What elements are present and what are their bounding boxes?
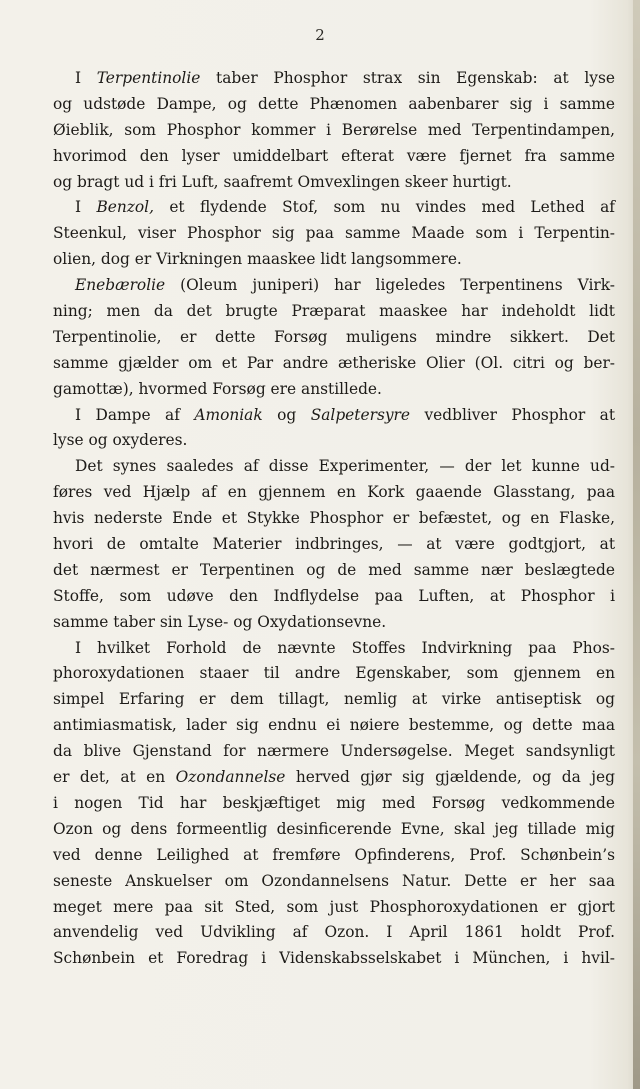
text-line (53, 610, 615, 636)
text-run: Steenkul, viser Phosphor sig paa samme Maade som i Terpentin- (53, 224, 615, 243)
text-line (53, 144, 615, 170)
italic-term: Enebærolie (75, 276, 166, 295)
text-run: anvendelig ved Udvikling af Ozon. I April 1861 holdt Prof. (53, 923, 615, 942)
text-line (53, 506, 615, 532)
text-line (53, 118, 615, 144)
text-line (53, 66, 615, 92)
text-run: antimiasmatisk, lader sig endnu ei nøiere bestemme, og dette maa (53, 716, 615, 735)
text-line (53, 636, 615, 662)
text-run: det nærmest er Terpentinen og de med samme nær beslægtede (53, 560, 615, 579)
text-run: føres ved Hjælp af en gjennem en Kork gaaende Glasstang, paa (53, 483, 615, 502)
text-run: et flydende Stof, som nu vindes med Lethed af (153, 198, 615, 217)
text-line (53, 377, 615, 403)
text-line (53, 351, 615, 377)
text-line (53, 817, 615, 843)
text-line (53, 584, 615, 610)
italic-term: Ozondannelse (175, 768, 286, 787)
text-line (53, 454, 615, 480)
text-line (53, 946, 615, 972)
text-line (53, 273, 615, 299)
text-line (53, 843, 615, 869)
text-line (53, 869, 615, 895)
text-run: gamottæ), hvormed Forsøg ere anstillede. (53, 379, 382, 398)
italic-term: Amoniak (194, 405, 263, 424)
text-line (53, 532, 615, 558)
text-run: vedbliver Phosphor at (410, 405, 616, 424)
text-line (53, 299, 615, 325)
italic-term: Salpetersyre (310, 405, 410, 424)
text-run: I (75, 69, 97, 87)
text-line (53, 558, 615, 584)
text-line (53, 92, 615, 118)
text-run: hvis nederste Ende et Stykke Phosphor er befæstet, og en Flaske, (53, 509, 615, 528)
body-text (53, 66, 615, 972)
text-run: og (262, 405, 311, 424)
text-run: olien, dog er Virkningen maaskee lidt langsommere. (53, 250, 462, 269)
text-line (53, 895, 615, 921)
text-line (53, 791, 615, 817)
text-line (53, 687, 615, 713)
text-run: da blive Gjenstand for nærmere Undersøgelse. Meget sandsynligt (53, 742, 615, 761)
text-run: er det, at en (53, 768, 176, 787)
text-line (53, 221, 615, 247)
text-run: I hvilket Forhold de nævnte Stoffes Indvirkning paa Phos- (75, 638, 615, 657)
text-line (53, 428, 615, 454)
text-run: samme gjælder om et Par andre ætheriske Olier (Ol. citri og ber- (53, 353, 615, 372)
text-line (53, 247, 615, 273)
italic-term: Terpentinolie (96, 69, 201, 87)
text-run: samme taber sin Lyse- og Oxydationsevne. (53, 612, 387, 631)
text-run: Ozon og dens formeentlig desinficerende Evne, skal jeg tillade mig (53, 819, 615, 838)
text-run: i nogen Tid har beskjæftiget mig med Forsøg vedkommende (53, 793, 615, 812)
text-run: lyse og oxyderes. (53, 431, 188, 450)
text-run: og bragt ud i fri Luft, saafremt Omvexlingen skeer hurtigt. (53, 172, 512, 191)
text-run: ning; men da det brugte Præparat maaskee har indeholdt lidt (53, 302, 615, 321)
text-run: seneste Anskuelser om Ozondannelsens Natur. Dette er her saa (53, 871, 615, 890)
text-run: herved gjør sig gjældende, og da jeg (285, 768, 615, 787)
text-line (53, 195, 615, 221)
text-line (53, 325, 615, 351)
text-run: I Dampe af (75, 405, 195, 424)
text-run: meget mere paa sit Sted, som just Phosphoroxydationen er gjort (53, 897, 615, 916)
text-line (53, 765, 615, 791)
text-run: I (75, 198, 97, 217)
text-line (53, 170, 615, 196)
text-line (53, 920, 615, 946)
text-run: (Oleum juniperi) har ligeledes Terpentinens Virk- (165, 276, 615, 295)
text-run: taber Phosphor strax sin Egenskab: at lyse (200, 69, 615, 87)
text-run: phoroxydationen staaer til andre Egenskaber, som gjennem en (53, 664, 615, 683)
text-run: Øieblik, som Phosphor kommer i Berørelse med Terpentindampen, (53, 120, 615, 139)
page-number: 2 (315, 26, 325, 44)
text-run: og udstøde Dampe, og dette Phænomen aabenbarer sig i samme (53, 94, 615, 113)
italic-term: Benzol, (96, 198, 154, 217)
text-line (53, 739, 615, 765)
text-line (53, 713, 615, 739)
text-run: Stoffe, som udøve den Indflydelse paa Luften, at Phosphor i (53, 586, 615, 605)
text-run: hvori de omtalte Materier indbringes, — at være godtgjort, at (53, 535, 615, 554)
text-run: Schønbein et Foredrag i Videnskabsselskabet i München, i hvil- (53, 949, 615, 968)
text-run: hvorimod den lyser umiddelbart efterat være fjernet fra samme (53, 146, 615, 165)
text-run: ved denne Leilighed at fremføre Opfinderens, Prof. Schønbein’s (53, 845, 615, 864)
text-run: Det synes saaledes af disse Experimenter, — der let kunne ud- (75, 457, 615, 476)
text-line (53, 403, 615, 429)
text-line (53, 480, 615, 506)
page-edge-shadow (633, 0, 640, 1089)
text-run: Terpentinolie, er dette Forsøg muligens mindre sikkert. Det (53, 327, 615, 346)
text-line (53, 661, 615, 687)
text-run: simpel Erfaring er dem tillagt, nemlig at virke antiseptisk og (53, 690, 615, 709)
